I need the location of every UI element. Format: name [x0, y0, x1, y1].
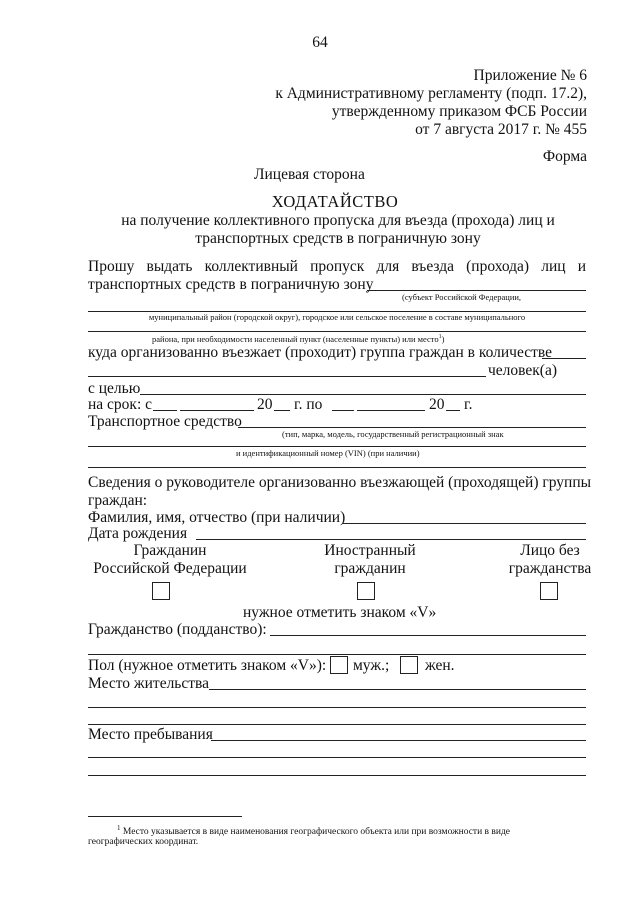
- option-rf-citizen-line-1: Гражданин: [133, 542, 207, 559]
- female-checkbox[interactable]: [400, 656, 418, 674]
- term-end-label: г.: [464, 396, 473, 413]
- birth-date-label: Дата рождения: [88, 525, 188, 542]
- residence-field-line-2[interactable]: [88, 707, 586, 708]
- footnote-text-1: $^1$ Место указывается в виде наименования географического объекта или при возможности в виде: [117, 824, 511, 838]
- subject-field-line[interactable]: [367, 290, 586, 291]
- side-label: Лицевая сторона: [254, 166, 365, 183]
- hint-vin: и идентификационный номер (VIN) (при наличии): [236, 448, 420, 458]
- document-subtitle-1: на получение коллективного пропуска для въезда (прохода) лиц и: [121, 212, 555, 229]
- term-to-label: г. по: [294, 396, 323, 413]
- footnote-separator: [88, 816, 242, 817]
- option-stateless-line-2: гражданства: [508, 560, 592, 577]
- residence-field-line[interactable]: [209, 689, 586, 690]
- term-to-month-line[interactable]: [357, 410, 425, 411]
- hint-subject: (субъект Российской Федерации,: [402, 292, 522, 302]
- option-foreign-line-1: Иностранный: [324, 542, 416, 559]
- stay-field-line-3[interactable]: [88, 775, 586, 776]
- term-to-day-line[interactable]: [332, 410, 354, 411]
- female-label: жен.: [425, 657, 455, 674]
- leader-info-line-2: граждан:: [88, 492, 148, 509]
- term-year-prefix-1: 20: [257, 396, 273, 413]
- fio-field-line[interactable]: [343, 523, 586, 524]
- appendix-date: от 7 августа 2017 г. № 455: [415, 121, 587, 138]
- request-line-2: транспортных средств в пограничную зону: [88, 276, 374, 293]
- vehicle-field-line[interactable]: [238, 427, 586, 428]
- group-extra-field-line[interactable]: [88, 376, 486, 377]
- group-count-label: куда организованно въезжает (проходит) группа граждан в количестве: [88, 344, 553, 361]
- sex-label: Пол (нужное отметить знаком «V»):: [88, 657, 327, 674]
- hint-area: района, при необходимости населенный пункт (населенные пункты) или место$^1$): [152, 333, 445, 344]
- appendix-regulation: к Административному регламенту (подп. 17.2),: [275, 85, 587, 102]
- stay-field-line[interactable]: [211, 740, 586, 741]
- appendix-number: Приложение № 6: [473, 67, 587, 84]
- page-number: 64: [312, 34, 328, 51]
- appendix-approved: утвержденному приказом ФСБ России: [331, 103, 587, 120]
- term-year-prefix-2: 20: [429, 396, 445, 413]
- purpose-label: с целью: [88, 380, 141, 397]
- fio-label: Фамилия, имя, отчество (при наличии): [88, 509, 346, 526]
- rf-citizen-checkbox[interactable]: [152, 582, 170, 600]
- document-subtitle-2: транспортных средств в пограничную зону: [195, 230, 481, 247]
- hint-municipal: муниципальный район (городской округ), городское или сельское поселение в составе муниципального: [148, 312, 526, 322]
- citizenship-extra-field-line[interactable]: [88, 654, 586, 655]
- birth-date-field-line[interactable]: [196, 539, 586, 540]
- option-stateless-line-1: Лицо без: [520, 542, 580, 559]
- foreign-citizen-checkbox[interactable]: [357, 582, 375, 600]
- group-count-field-line[interactable]: [542, 358, 586, 359]
- vehicle-extra-field-line[interactable]: [88, 467, 586, 468]
- male-label: муж.;: [353, 657, 390, 674]
- stay-label: Место пребывания: [88, 726, 213, 743]
- term-from-month-line[interactable]: [180, 410, 254, 411]
- term-from-day-line[interactable]: [153, 410, 177, 411]
- persons-label: человек(а): [488, 362, 558, 379]
- mark-instruction: нужное отметить знаком «V»: [243, 604, 437, 621]
- request-line-1: Прошу выдать коллективный пропуск для въезда (прохода) лиц и: [88, 258, 586, 275]
- residence-label: Место жительства: [88, 675, 210, 692]
- stateless-checkbox[interactable]: [540, 582, 558, 600]
- option-foreign-line-2: гражданин: [334, 560, 406, 577]
- hint-vehicle: (тип, марка, модель, государственный регистрационный знак: [282, 429, 504, 439]
- form-label: Форма: [542, 148, 587, 165]
- male-checkbox[interactable]: [330, 656, 348, 674]
- purpose-field-line[interactable]: [140, 394, 586, 395]
- stay-field-line-2[interactable]: [88, 757, 586, 758]
- term-from-year-line[interactable]: [274, 410, 290, 411]
- vehicle-label: Транспортное средство: [88, 413, 242, 430]
- document-title: ХОДАТАЙСТВО: [271, 192, 399, 211]
- option-rf-citizen-line-2: Российской Федерации: [93, 560, 247, 577]
- term-label: на срок: с: [88, 396, 153, 413]
- vin-field-line[interactable]: [88, 446, 586, 447]
- citizenship-label: Гражданство (подданство):: [88, 621, 267, 638]
- residence-field-line-3[interactable]: [88, 724, 586, 725]
- footnote-text-2: географических координат.: [88, 837, 199, 847]
- term-to-year-line[interactable]: [446, 410, 460, 411]
- leader-info-line-1: Сведения о руководителе организованно въезжающей (проходящей) группы: [88, 474, 592, 491]
- citizenship-field-line[interactable]: [270, 635, 586, 636]
